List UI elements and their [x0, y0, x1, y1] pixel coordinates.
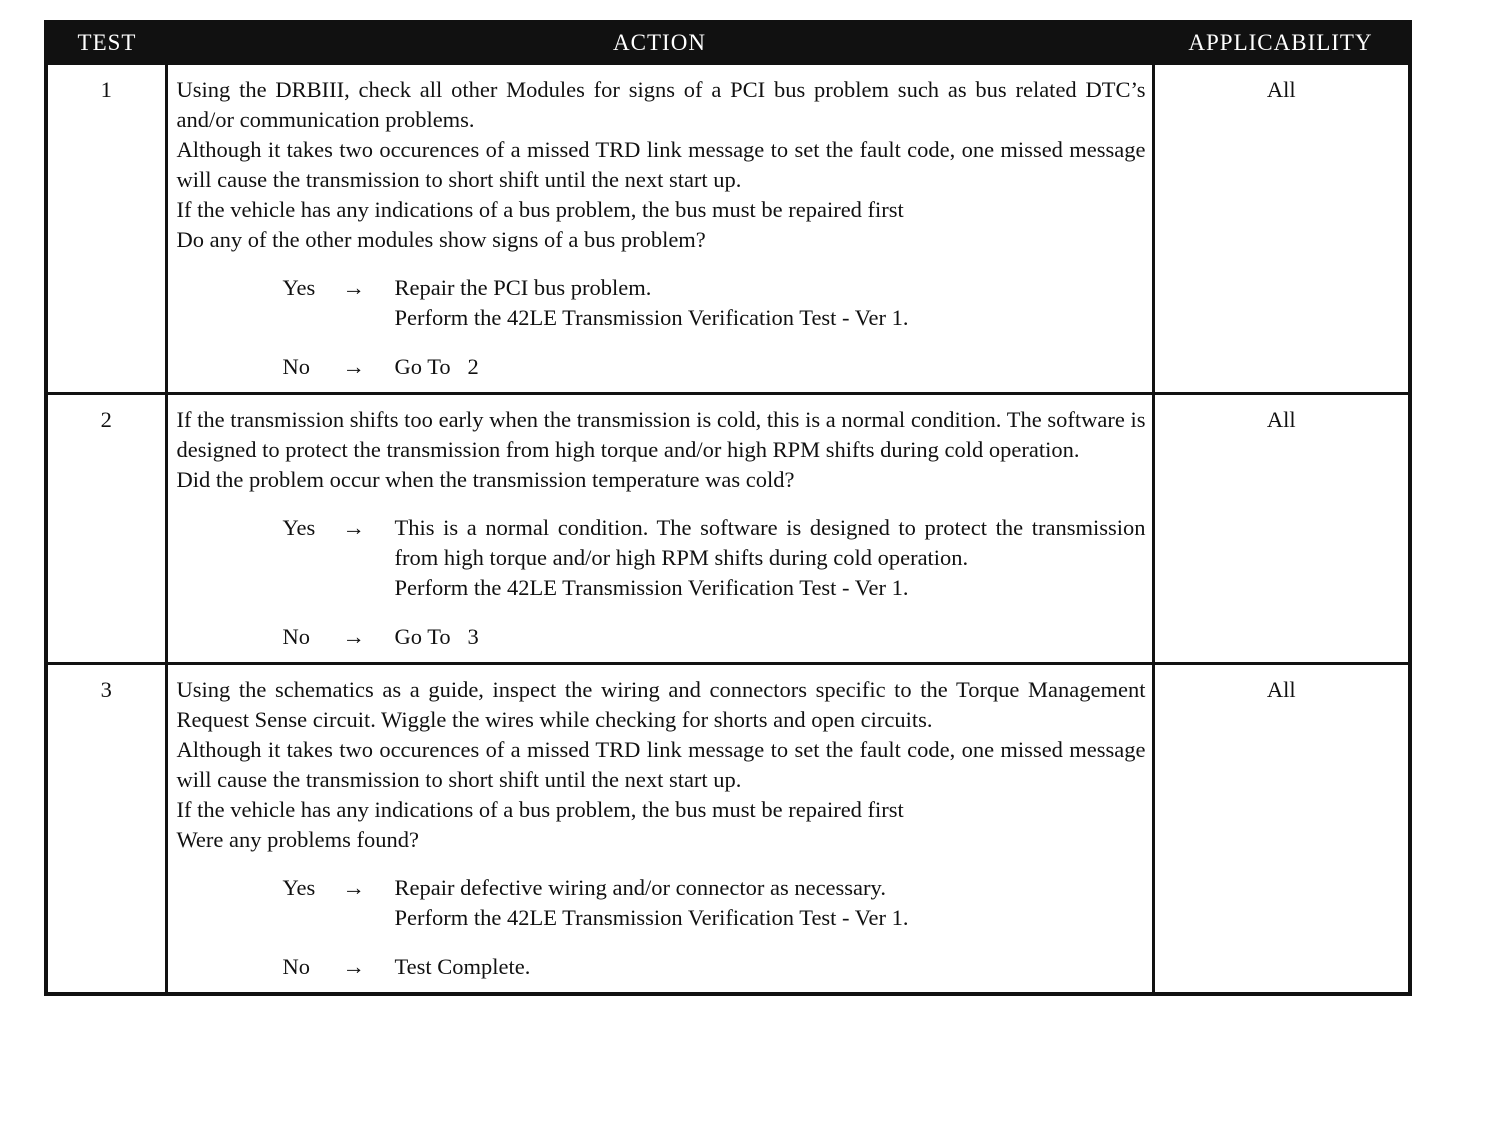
- applicability-value: All: [1153, 64, 1410, 394]
- action-question: Do any of the other modules show signs of a bus problem?: [176, 227, 706, 252]
- yes-label: Yes: [282, 275, 316, 300]
- result-line: Perform the 42LE Transmission Verification Test - Ver 1.: [394, 575, 909, 600]
- action-paragraph: Although it takes two occurences of a missed TRD link message to set the fault code, one missed message will cause the transmission to short shift until the next start up.: [176, 137, 1146, 192]
- test-number: 2: [46, 394, 166, 664]
- arrow-right-icon: →: [342, 354, 365, 379]
- result-line: Repair the PCI bus problem.: [394, 275, 652, 300]
- action-paragraph: Using the DRBIII, check all other Modules for signs of a PCI bus problem such as bus related DTC’s and/or communication problems.: [176, 77, 1146, 132]
- test-number: 3: [46, 664, 166, 995]
- arrow-right-icon: →: [342, 624, 365, 649]
- table-row: [46, 664, 1410, 995]
- no-outcome: [283, 352, 1146, 382]
- yes-result: [395, 513, 1146, 603]
- action-paragraph: If the vehicle has any indications of a bus problem, the bus must be repaired first: [176, 797, 904, 822]
- header-row: [46, 22, 1410, 64]
- no-label: No: [282, 954, 310, 979]
- no-label: No: [282, 354, 310, 379]
- action-cell: [166, 394, 1153, 664]
- diagnostic-test-table: [44, 20, 1412, 996]
- action-paragraph: Although it takes two occurences of a missed TRD link message to set the fault code, one missed message will cause the transmission to short shift until the next start up.: [176, 737, 1146, 792]
- action-question: Were any problems found?: [176, 827, 419, 852]
- test-number: 1: [46, 64, 166, 394]
- no-outcome: [283, 952, 1146, 982]
- action-question: Did the problem occur when the transmission temperature was cold?: [176, 467, 795, 492]
- arrow-right-icon: →: [342, 875, 365, 900]
- no-result: Go To 2: [394, 354, 479, 379]
- yes-label: Yes: [282, 515, 316, 540]
- header-action: ACTION: [166, 22, 1153, 64]
- no-label: No: [282, 624, 310, 649]
- yes-label: Yes: [282, 875, 316, 900]
- result-line: Perform the 42LE Transmission Verification Test - Ver 1.: [394, 305, 909, 330]
- action-cell: [166, 64, 1153, 394]
- yes-outcome: [283, 513, 1146, 603]
- result-line: Perform the 42LE Transmission Verification Test - Ver 1.: [394, 905, 909, 930]
- table-row: [46, 394, 1410, 664]
- action-cell: [166, 664, 1153, 995]
- no-outcome: [283, 622, 1146, 652]
- result-line: This is a normal condition. The software is designed to protect the transmission from high torque and/or high RPM shifts during cold operation.: [394, 515, 1146, 570]
- action-paragraph: If the transmission shifts too early when the transmission is cold, this is a normal condition. The software is designed to protect the transmission from high torque and/or high RPM shifts during cold operation.: [176, 407, 1146, 462]
- diagnostic-test-sheet: [44, 20, 1408, 996]
- header-test: TEST: [46, 22, 166, 64]
- arrow-right-icon: →: [342, 954, 365, 979]
- action-paragraph: If the vehicle has any indications of a bus problem, the bus must be repaired first: [176, 197, 904, 222]
- table-row: [46, 64, 1410, 394]
- header-applicability: APPLICABILITY: [1153, 22, 1410, 64]
- no-result: Test Complete.: [394, 954, 531, 979]
- action-paragraph: Using the schematics as a guide, inspect the wiring and connectors specific to the Torque Management Request Sense circuit. Wiggle the wires while checking for shorts and open circuits.: [176, 677, 1146, 732]
- yes-outcome: [283, 273, 1146, 333]
- result-line: Repair defective wiring and/or connector as necessary.: [394, 875, 886, 900]
- arrow-right-icon: →: [342, 515, 365, 540]
- applicability-value: All: [1153, 394, 1410, 664]
- yes-result: [395, 873, 1146, 933]
- yes-outcome: [283, 873, 1146, 933]
- arrow-right-icon: →: [342, 275, 365, 300]
- no-result: Go To 3: [394, 624, 479, 649]
- yes-result: [395, 273, 1146, 333]
- applicability-value: All: [1153, 664, 1410, 995]
